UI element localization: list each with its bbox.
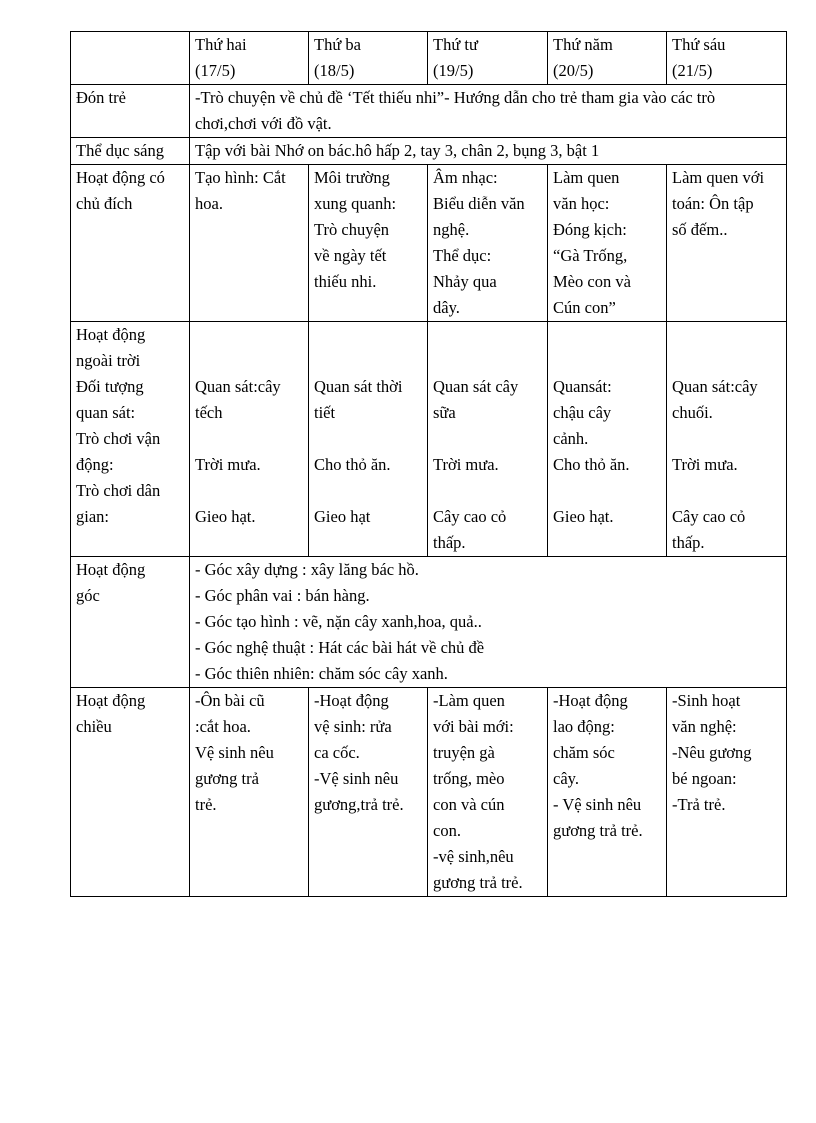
focused-cell: Làm quen với toán: Ôn tập số đếm..: [667, 165, 787, 322]
header-row: [71, 32, 787, 85]
row-label-focused: Hoạt động có chủ đích: [71, 165, 190, 322]
day-date: (21/5): [672, 61, 713, 80]
afternoon-cell: -Sinh hoạt văn nghệ: -Nêu gương bé ngoan: -Trả trẻ.: [667, 688, 787, 897]
exercise-text: Tập với bài Nhớ on bác.hô hấp 2, tay 3, chân 2, bụng 3, bật 1: [190, 138, 787, 165]
header-empty-cell: [71, 32, 190, 85]
row-label-corner: Hoạt động góc: [71, 557, 190, 688]
corner-row: [71, 557, 787, 688]
outdoor-cell: [428, 322, 548, 557]
afternoon-cell: -Hoạt động lao động: chăm sóc cây. - Vệ sinh nêu gương trả trẻ.: [548, 688, 667, 897]
observe-text: Quan sát:cây tếch: [195, 377, 281, 422]
welcome-text: -Trò chuyện về chủ đề ‘Tết thiếu nhi”- Hướng dẫn cho trẻ tham gia vào các trò chơi,chơi với đồ vật.: [190, 85, 787, 138]
folk-text: Gieo hạt: [314, 507, 371, 526]
corner-line: - Góc nghệ thuật : Hát các bài hát về chủ đề: [195, 638, 485, 657]
afternoon-cell: -Hoạt động vệ sinh: rửa ca cốc. -Vệ sinh nêu gương,trả trẻ.: [309, 688, 428, 897]
folk-text: Cây cao cỏ thấp.: [433, 507, 507, 552]
day-name: Thứ ba: [314, 35, 361, 54]
afternoon-cell: -Làm quen với bài mới: truyện gà trống, mèo con và cún con. -vệ sinh,nêu gương trả trẻ.: [428, 688, 548, 897]
outdoor-cell: [548, 322, 667, 557]
outdoor-row: [71, 322, 787, 557]
focused-cell: Làm quen văn học: Đóng kịch: “Gà Trống, Mèo con và Cún con”: [548, 165, 667, 322]
focused-cell: Môi trường xung quanh: Trò chuyện về ngày tết thiếu nhi.: [309, 165, 428, 322]
outdoor-cell: [190, 322, 309, 557]
welcome-row: [71, 85, 787, 138]
outdoor-cell: [667, 322, 787, 557]
outdoor-label: Hoạt động ngoài trời Đối tượng quan sát:: [76, 325, 146, 422]
afternoon-cell: -Ôn bài cũ :cắt hoa. Vệ sinh nêu gương trả trẻ.: [190, 688, 309, 897]
afternoon-row: [71, 688, 787, 897]
corner-activities: [190, 557, 787, 688]
day-date: (20/5): [553, 61, 594, 80]
observe-text: Quan sát:cây chuối.: [672, 377, 758, 422]
observe-text: Quan sát cây sữa: [433, 377, 519, 422]
folk-text: Gieo hạt.: [553, 507, 614, 526]
game-text: Cho thỏ ăn.: [314, 455, 391, 474]
day-date: (17/5): [195, 61, 236, 80]
folk-text: Gieo hạt.: [195, 507, 256, 526]
observe-text: Quan sát thời tiết: [314, 377, 403, 422]
folk-text: Cây cao cỏ thấp.: [672, 507, 746, 552]
day-header: [548, 32, 667, 85]
outdoor-game-label: Trò chơi vận động:: [76, 429, 161, 474]
day-name: Thứ tư: [433, 35, 478, 54]
corner-line: - Góc tạo hình : vẽ, nặn cây xanh,hoa, quả..: [195, 612, 482, 631]
exercise-row: [71, 138, 787, 165]
observe-text: Quansát: chậu cây cảnh.: [553, 377, 612, 448]
row-label-afternoon: Hoạt động chiều: [71, 688, 190, 897]
day-header: [309, 32, 428, 85]
corner-line: - Góc xây dựng : xây lăng bác hồ.: [195, 560, 419, 579]
game-text: Trời mưa.: [433, 455, 499, 474]
row-label-exercise: Thể dục sáng: [71, 138, 190, 165]
focused-cell: Âm nhạc: Biểu diễn văn nghệ. Thể dục: Nhảy qua dây.: [428, 165, 548, 322]
weekly-plan-table: [70, 31, 787, 897]
outdoor-cell: [309, 322, 428, 557]
day-header: [190, 32, 309, 85]
day-name: Thứ hai: [195, 35, 247, 54]
row-label-outdoor: [71, 322, 190, 557]
game-text: Trời mưa.: [672, 455, 738, 474]
focused-row: [71, 165, 787, 322]
corner-line: - Góc thiên nhiên: chăm sóc cây xanh.: [195, 664, 448, 683]
day-date: (19/5): [433, 61, 474, 80]
day-name: Thứ năm: [553, 35, 613, 54]
day-name: Thứ sáu: [672, 35, 726, 54]
outdoor-folk-label: Trò chơi dân gian:: [76, 481, 161, 526]
row-label-welcome: Đón trẻ: [71, 85, 190, 138]
day-date: (18/5): [314, 61, 355, 80]
corner-line: - Góc phân vai : bán hàng.: [195, 586, 370, 605]
game-text: Cho thỏ ăn.: [553, 455, 630, 474]
game-text: Trời mưa.: [195, 455, 261, 474]
day-header: [667, 32, 787, 85]
day-header: [428, 32, 548, 85]
focused-cell: Tạo hình: Cắt hoa.: [190, 165, 309, 322]
